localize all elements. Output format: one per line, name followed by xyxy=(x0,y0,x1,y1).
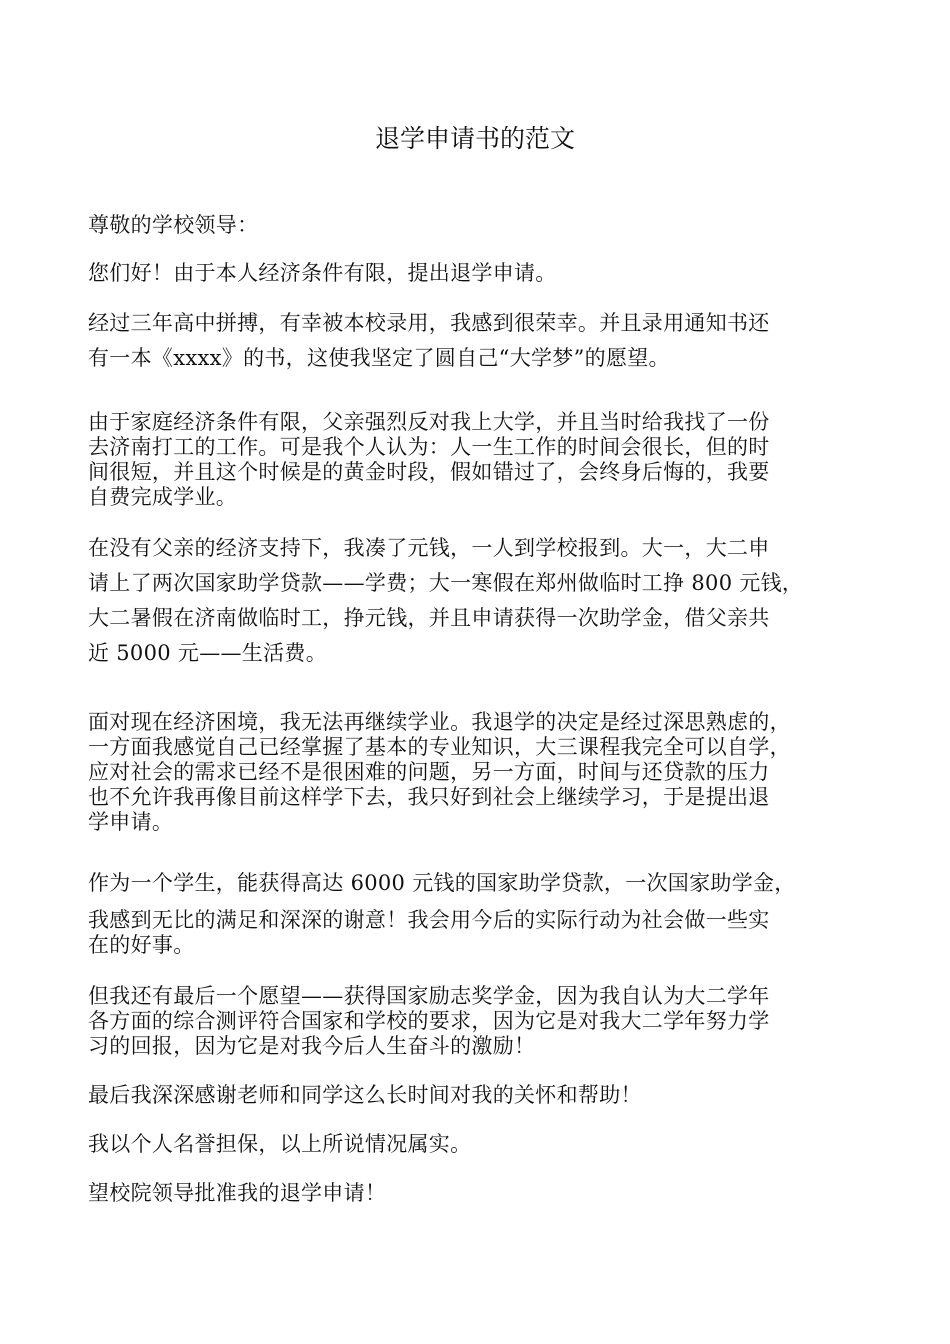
text-line: 我感到无比的满足和深深的谢意！我会用今后的实际行动为社会做一些实 xyxy=(88,908,770,932)
text-line: 请上了两次国家助学贷款——学费；大一寒假在郑州做临时工挣 800 元钱， xyxy=(88,571,804,595)
text-line: 应对社会的需求已经不是很困难的问题，另一方面，时间与还贷款的压力 xyxy=(88,760,770,784)
paragraph-greeting xyxy=(88,256,868,291)
paragraph-student-loan xyxy=(88,866,868,901)
text-line: 近 5000 元——生活费。 xyxy=(88,641,327,665)
paragraph-decision xyxy=(88,710,868,835)
text-line: 自费完成学业。 xyxy=(88,485,238,509)
paragraph-admission xyxy=(88,306,868,376)
text-line: 尊敬的学校领导： xyxy=(88,213,259,237)
text-line: 去济南打工的工作。可是我个人认为：人一生工作的时间会很长，但的时 xyxy=(88,435,770,459)
text-line: 各方面的综合测评符合国家和学校的要求，因为它是对我大二学年努力学 xyxy=(88,1009,770,1033)
text-line: 有一本《xxxx》的书，这使我坚定了圆自己“大学梦”的愿望。 xyxy=(88,346,670,370)
paragraph-gratitude xyxy=(88,908,868,958)
text-line: 您们好！由于本人经济条件有限，提出退学申请。 xyxy=(88,261,557,285)
paragraph-guarantee xyxy=(88,1127,868,1162)
text-line: 间很短，并且这个时候是的黄金时段，假如错过了，会终身后悔的，我要 xyxy=(88,460,770,484)
page-title: 退学申请书的范文 xyxy=(374,124,575,153)
text-line: 一方面我感觉自己已经掌握了基本的专业知识，大三课程我完全可以自学， xyxy=(88,735,791,759)
text-line: 大二暑假在济南做临时工，挣元钱，并且申请获得一次助学金，借父亲共 xyxy=(88,606,770,630)
text-line: 在没有父亲的经济支持下，我凑了元钱，一人到学校报到。大一，大二申 xyxy=(88,536,770,560)
paragraph-thanks xyxy=(88,1078,868,1113)
text-line: 作为一个学生，能获得高达 6000 元钱的国家助学贷款，一次国家助学金， xyxy=(88,871,796,895)
paragraph-scholarship-wish xyxy=(88,984,868,1059)
text-line: 在的好事。 xyxy=(88,933,195,957)
paragraph-closing xyxy=(88,1176,868,1211)
text-line: 望校院领导批准我的退学申请！ xyxy=(88,1181,387,1205)
text-line: 最后我深深感谢老师和同学这么长时间对我的关怀和帮助！ xyxy=(88,1083,642,1107)
paragraph-family-situation xyxy=(88,410,868,510)
text-line: 习的回报，因为它是对我今后人生奋斗的激励！ xyxy=(88,1034,536,1058)
text-line: 但我还有最后一个愿望——获得国家励志奖学金，因为我自认为大二学年 xyxy=(88,984,770,1008)
text-line: 我以个人名誉担保，以上所说情况属实。 xyxy=(88,1132,472,1156)
text-line: 学申请。 xyxy=(88,810,174,834)
paragraph-funding xyxy=(88,531,868,671)
text-line: 也不允许我再像目前这样学下去，我只好到社会上继续学习，于是提出退 xyxy=(88,785,770,809)
paragraph-salutation xyxy=(88,208,868,243)
text-line: 由于家庭经济条件有限，父亲强烈反对我上大学，并且当时给我找了一份 xyxy=(88,410,770,434)
text-line: 经过三年高中拼搏，有幸被本校录用，我感到很荣幸。并且录用通知书还 xyxy=(88,311,770,335)
text-line: 面对现在经济困境，我无法再继续学业。我退学的决定是经过深思熟虑的， xyxy=(88,710,791,734)
